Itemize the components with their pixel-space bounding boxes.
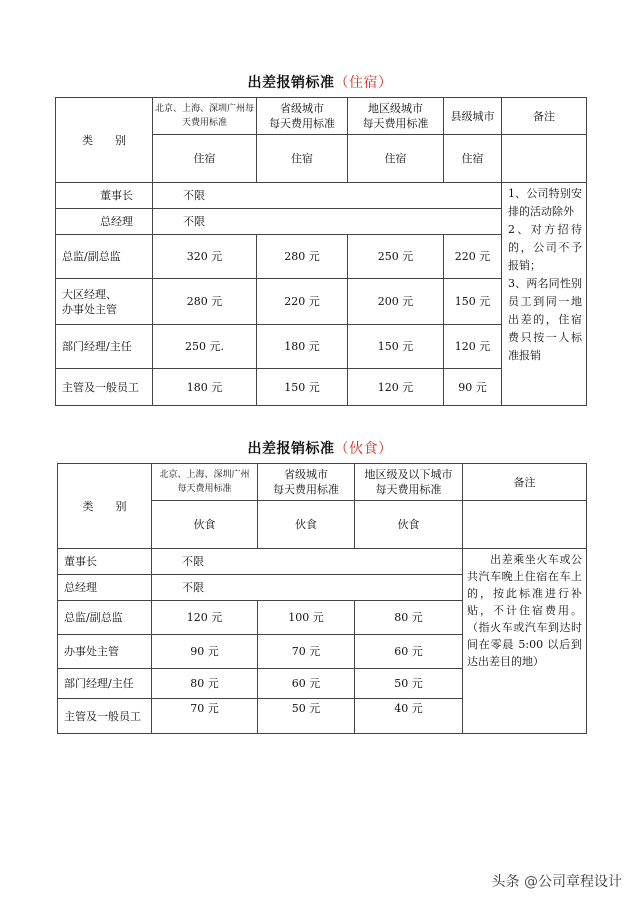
value-cell: 120 元 xyxy=(348,369,444,406)
value-cell: 250 元 xyxy=(348,235,444,279)
sub-label: 住宿 xyxy=(444,135,502,183)
col-header-prefecture: 地区级及以下城市 每天费用标准 xyxy=(355,464,463,501)
value-cell: 90 元 xyxy=(152,635,258,669)
value-cell: 180 元 xyxy=(153,369,257,406)
row-label: 总监/副总监 xyxy=(56,235,153,279)
no-limit-cell: 不限 xyxy=(153,209,502,235)
no-limit-cell: 不限 xyxy=(152,575,463,601)
value-cell: 200 元 xyxy=(348,279,444,325)
col-header-province: 省级城市 每天费用标准 xyxy=(258,464,355,501)
value-cell: 220 元 xyxy=(444,235,502,279)
value-cell: 280 元 xyxy=(153,279,257,325)
no-limit-cell: 不限 xyxy=(152,549,463,575)
row-label: 大区经理、 办事处主管 xyxy=(56,279,153,325)
value-cell: 250 元. xyxy=(153,325,257,369)
sub-label: 伙食 xyxy=(258,501,355,549)
meals-title: 出差报销标准（伙食） xyxy=(247,441,393,457)
row-label: 办事处主管 xyxy=(58,635,152,669)
note-header: 备注 xyxy=(502,98,587,135)
col-header-province: 省级城市 每天费用标准 xyxy=(257,98,348,135)
value-cell: 150 元 xyxy=(444,279,502,325)
row-label: 主管及一般员工 xyxy=(56,369,153,406)
row-label: 董事长 xyxy=(58,549,152,575)
note-header: 备注 xyxy=(463,464,587,501)
note-spacer xyxy=(502,135,587,183)
sub-label: 住宿 xyxy=(153,135,257,183)
watermark: 头条 @公司章程设计 xyxy=(491,874,622,890)
value-cell: 50 元 xyxy=(258,699,355,734)
row-label: 总监/副总监 xyxy=(58,601,152,635)
value-cell: 320 元 xyxy=(153,235,257,279)
note-spacer xyxy=(463,501,587,549)
value-cell: 40 元 xyxy=(355,699,463,734)
value-cell: 70 元 xyxy=(152,699,258,734)
value-cell: 150 元 xyxy=(348,325,444,369)
col-header-tier1: 北京、上海、深圳广州 每天费用标准 xyxy=(152,464,258,501)
value-cell: 280 元 xyxy=(257,235,348,279)
row-label: 主管及一般员工 xyxy=(58,699,152,734)
row-label: 总经理 xyxy=(56,209,153,235)
col-header-county: 县级城市 xyxy=(444,98,502,135)
lodging-note: 1、公司特别安排的活动除外 2、对方招待的，公司不予报销； 3、两名同性别员工到同一地出差的，住宿费只按一人标准报销 xyxy=(502,183,587,406)
value-cell: 60 元 xyxy=(355,635,463,669)
value-cell: 80 元 xyxy=(152,669,258,699)
meals-table xyxy=(57,463,587,734)
value-cell: 80 元 xyxy=(355,601,463,635)
value-cell: 100 元 xyxy=(258,601,355,635)
no-limit-cell: 不限 xyxy=(153,183,502,209)
table-row xyxy=(56,183,587,209)
category-header: 类 别 xyxy=(58,464,152,549)
row-label: 总经理 xyxy=(58,575,152,601)
category-header: 类 别 xyxy=(56,98,153,183)
col-header-tier1: 北京、上海、深圳广州每天费用标准 xyxy=(153,98,257,135)
table-row xyxy=(58,549,587,575)
value-cell: 60 元 xyxy=(258,669,355,699)
sub-label: 住宿 xyxy=(257,135,348,183)
value-cell: 120 元 xyxy=(152,601,258,635)
value-cell: 150 元 xyxy=(257,369,348,406)
meals-note: 出差乘坐火车或公共汽车晚上住宿在车上的，按此标准进行补贴，不计住宿费用。（指火车或汽车到达时间在零晨 5:00 以后到达出差目的地） xyxy=(463,549,587,734)
row-label: 部门经理/主任 xyxy=(56,325,153,369)
sub-label: 伙食 xyxy=(152,501,258,549)
value-cell: 180 元 xyxy=(257,325,348,369)
value-cell: 120 元 xyxy=(444,325,502,369)
row-label: 部门经理/主任 xyxy=(58,669,152,699)
lodging-table xyxy=(55,97,587,406)
sub-label: 伙食 xyxy=(355,501,463,549)
value-cell: 70 元 xyxy=(258,635,355,669)
sub-label: 住宿 xyxy=(348,135,444,183)
value-cell: 50 元 xyxy=(355,669,463,699)
value-cell: 220 元 xyxy=(257,279,348,325)
row-label: 董事长 xyxy=(56,183,153,209)
value-cell: 90 元 xyxy=(444,369,502,406)
lodging-title: 出差报销标准（住宿） xyxy=(247,75,393,91)
col-header-prefecture: 地区级城市 每天费用标准 xyxy=(348,98,444,135)
